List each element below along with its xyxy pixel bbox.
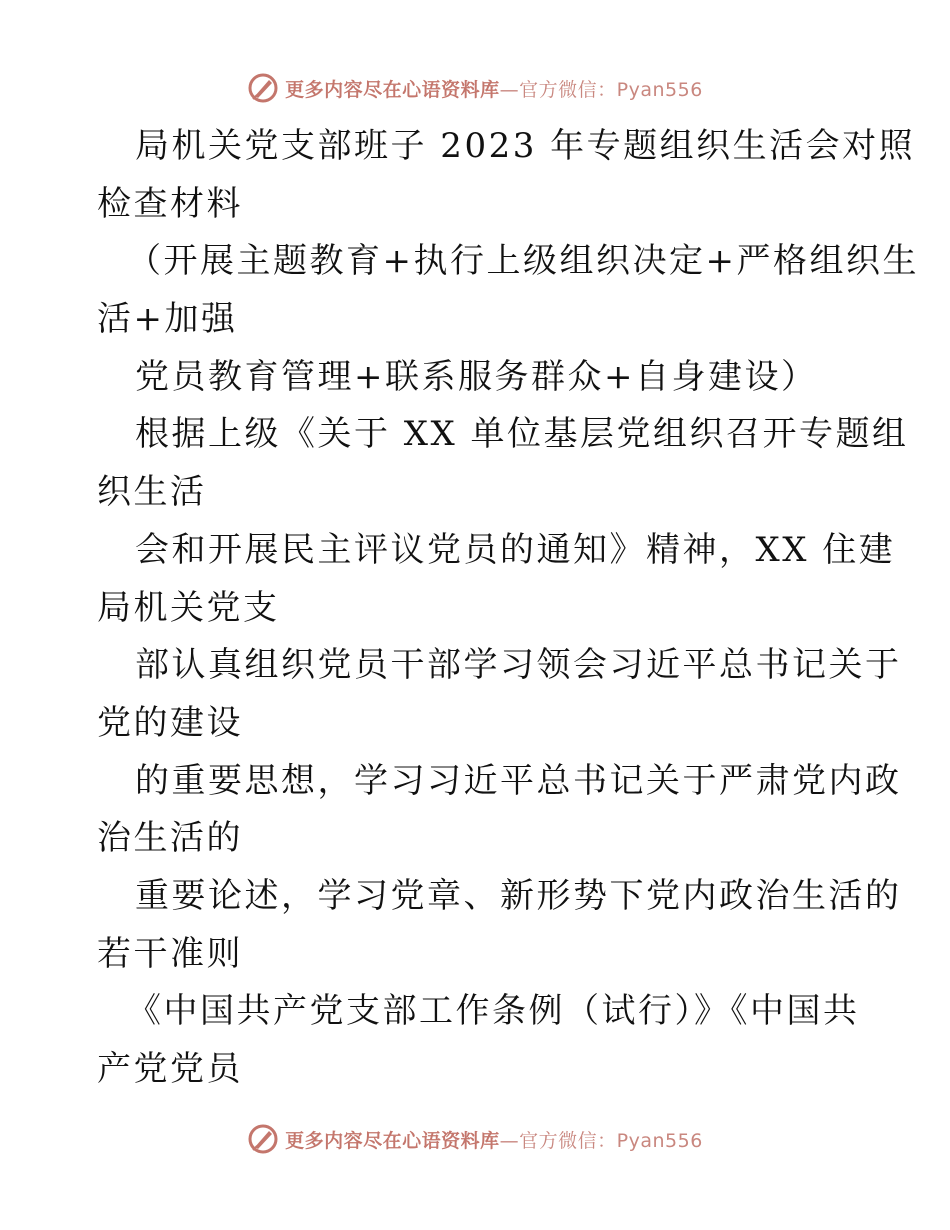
subtitle-line-1: （开展主题教育+执行上级组织决定+严格组织生 [127,241,919,282]
paragraph-line: 的重要思想，学习习近平总书记关于严肃党内政 [135,760,902,801]
paragraph-line: 局机关党支 [97,587,280,628]
footer-watermark [0,1122,950,1156]
paragraph-line: 会和开展民主评议党员的通知》精神，XX 住建 [135,529,896,570]
paragraph-line: 织生活 [97,472,207,513]
feather-pen-logo-icon [247,72,279,104]
paragraph-line: 重要论述，学习党章、新形势下党内政治生活的 [135,875,902,916]
watermark-text: 更多内容尽在心语资料库—官方微信：Pyan556 [285,1129,703,1152]
paragraph-line: 产党党员 [97,1049,243,1089]
watermark-text: 更多内容尽在心语资料库—官方微信：Pyan556 [285,78,703,101]
paragraph-line: 根据上级《关于 XX 单位基层党组织召开专题组 [135,414,909,455]
subtitle-line-2: 活+加强 [97,299,238,340]
title-line-2: 检查材料 [97,183,243,224]
feather-pen-logo-icon [247,1123,279,1155]
title-line-1: 局机关党支部班子 2023 年专题组织生活会对照 [135,126,916,166]
document-body [97,118,919,1099]
paragraph-line: 部认真组织党员干部学习领会习近平总书记关于 [135,645,902,686]
paragraph-line: 党的建设 [97,702,243,743]
paragraph-line: 治生活的 [97,818,243,859]
subtitle-line-3: 党员教育管理+联系服务群众+自身建设） [135,356,818,397]
header-watermark [0,71,950,105]
paragraph-line: 若干准则 [97,933,243,974]
paragraph-line: 《中国共产党支部工作条例（试行）》《中国共 [127,991,860,1032]
